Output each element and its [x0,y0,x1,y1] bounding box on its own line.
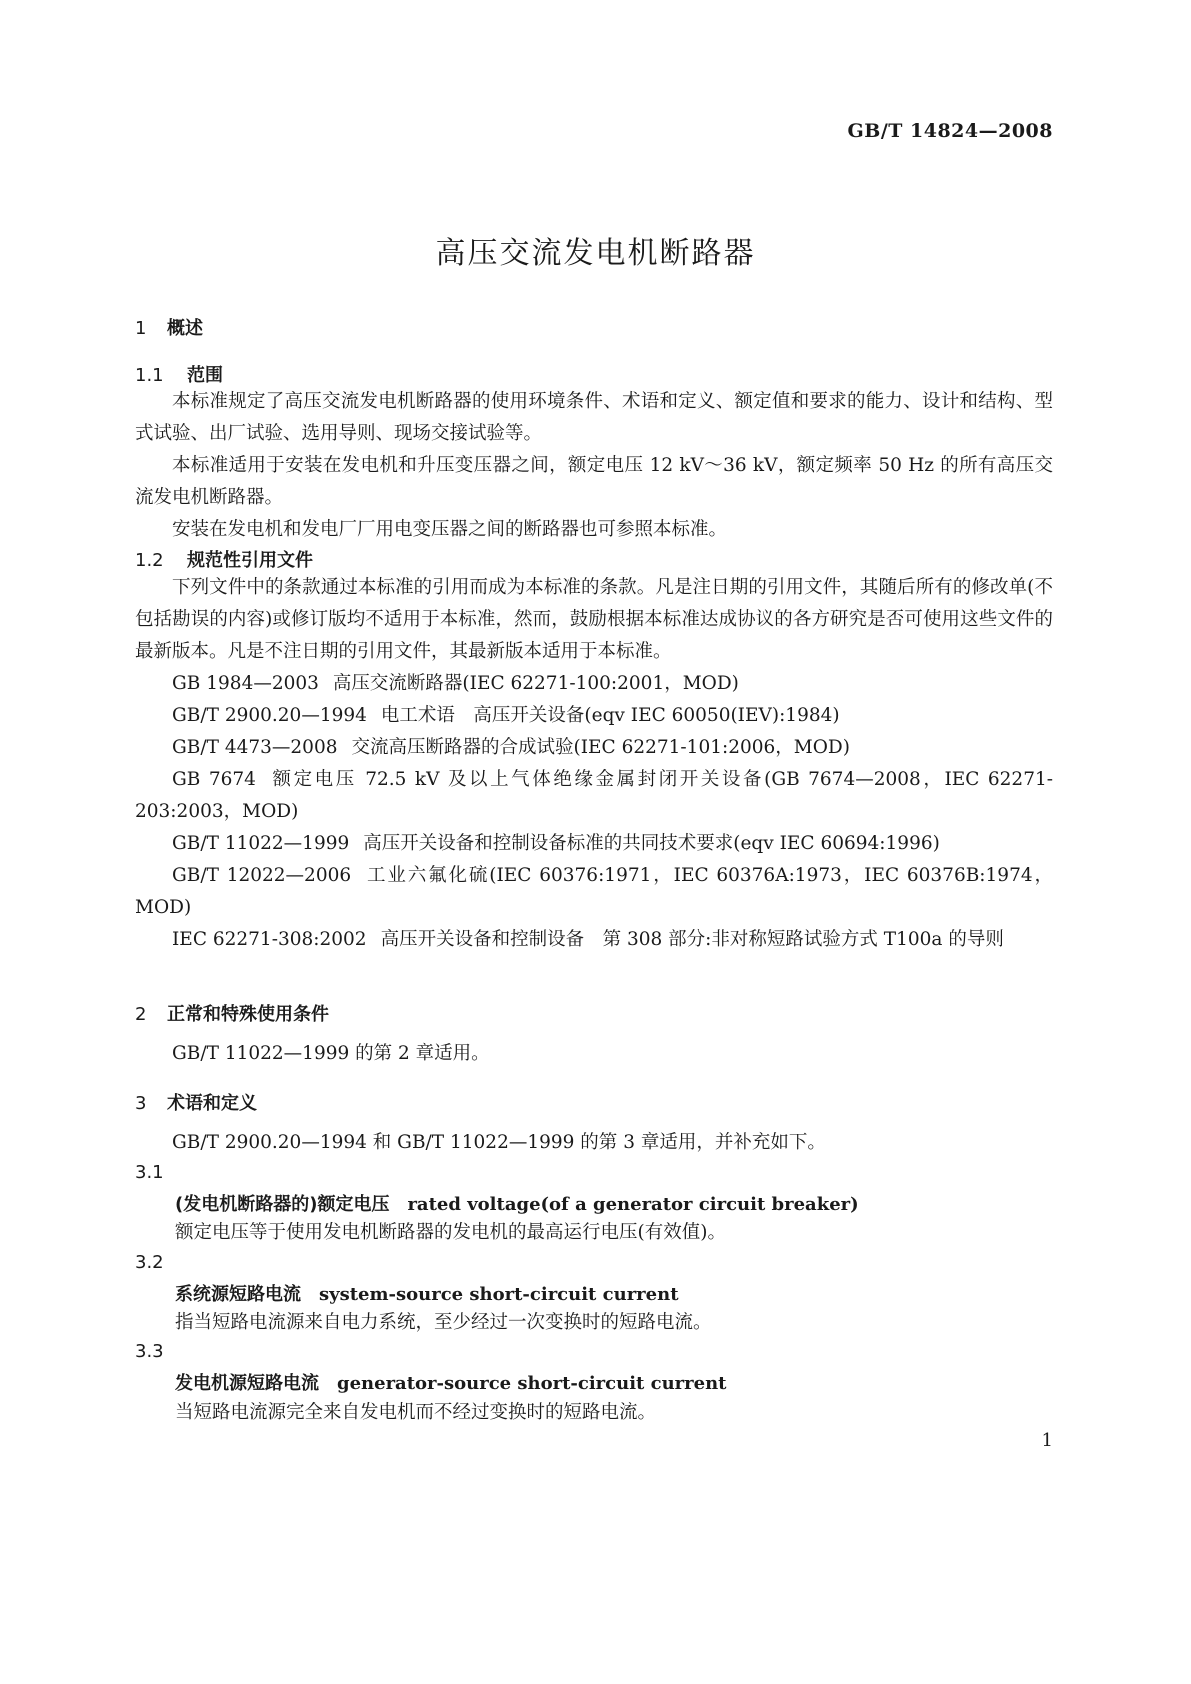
section-title: 范围 [187,365,223,386]
standard-code: GB/T 14824—2008 [847,120,1053,142]
term-heading [175,1369,727,1395]
term-definition: 额定电压等于使用发电机断路器的发电机的最高运行电压(有效值)。 [175,1222,726,1243]
section-number: 1.1 [135,365,164,386]
term-english: rated voltage(of a generator circuit breaker) [407,1194,859,1215]
section-number: 1.2 [135,550,164,571]
reference-title: 工业六氟化硫(IEC 60376:1971，IEC 60376A:1973，IEC 60376B:1974，MOD) [135,865,1053,918]
term-number: 3.2 [135,1252,164,1273]
reference-code: GB/T 2900.20—1994 [172,705,367,726]
reference-item [135,764,1053,828]
term-english: system-source short-circuit current [319,1284,679,1305]
paragraph: 安装在发电机和发电厂厂用电变压器之间的断路器也可参照本标准。 [172,519,728,540]
term-heading [175,1190,859,1216]
reference-code: GB 7674 [172,769,256,790]
normative-references [135,572,1053,956]
term-number: 3.3 [135,1341,164,1362]
reference-code: GB 1984—2003 [172,673,319,694]
term-chinese: (发电机断路器的)额定电压 [175,1194,390,1215]
term-definition: 当短路电流源完全来自发电机而不经过变换时的短路电流。 [175,1402,657,1423]
term-chinese: 发电机源短路电流 [175,1373,319,1394]
section-1-heading [135,314,203,340]
reference-item [135,700,1053,732]
section-number: 1 [135,318,147,339]
paragraph: GB/T 2900.20—1994 和 GB/T 11022—1999 的第 3 章适用，并补充如下。 [172,1132,826,1153]
section-number: 2 [135,1004,147,1025]
reference-title: 高压开关设备和控制设备 第 308 部分:非对称短路试验方式 T100a 的导则 [380,929,1004,950]
section-1-1-heading [135,361,223,387]
paragraph: 下列文件中的条款通过本标准的引用而成为本标准的条款。凡是注日期的引用文件，其随后所有的修改单(不包括勘误的内容)或修订版均不适用于本标准，然而，鼓励根据本标准达成协议的各方研究是否可使用这些文件的最新版本。凡是不注日期的引用文件，其最新版本适用于本标准。 [135,577,1053,662]
reference-item [135,828,1053,860]
reference-title: 高压开关设备和控制设备标准的共同技术要求(eqv IEC 60694:1996) [363,833,940,854]
term-heading [175,1280,679,1306]
section-3-heading [135,1089,257,1115]
section-2-heading [135,1000,329,1026]
term-english: generator-source short-circuit current [337,1373,727,1394]
reference-title: 高压交流断路器(IEC 62271-100:2001，MOD) [332,673,739,694]
section-2-body [135,1038,1053,1070]
paragraph: 本标准规定了高压交流发电机断路器的使用环境条件、术语和定义、额定值和要求的能力、设计和结构、型式试验、出厂试验、选用导则、现场交接试验等。 [135,391,1053,444]
reference-code: IEC 62271-308:2002 [172,929,367,950]
paragraph: GB/T 11022—1999 的第 2 章适用。 [172,1043,490,1064]
section-1-2-heading [135,546,313,572]
page-number: 1 [1041,1430,1053,1451]
section-3-body [135,1127,1053,1159]
reference-item [135,732,1053,764]
paragraph: 本标准适用于安装在发电机和升压变压器之间，额定电压 12 kV～36 kV，额定频率 50 Hz 的所有高压交流发电机断路器。 [135,455,1053,508]
reference-title: 电工术语 高压开关设备(eqv IEC 60050(IEV):1984) [380,705,840,726]
scope-paragraphs [135,386,1053,546]
section-title: 规范性引用文件 [187,550,313,571]
reference-code: GB/T 12022—2006 [172,865,352,886]
section-title: 术语和定义 [167,1093,257,1114]
section-title: 正常和特殊使用条件 [167,1004,329,1025]
term-number: 3.1 [135,1162,164,1183]
section-title: 概述 [167,318,203,339]
reference-title: 额定电压 72.5 kV 及以上气体绝缘金属封闭开关设备(GB 7674—2008，IEC 62271-203:2003，MOD) [135,769,1053,822]
reference-code: GB/T 4473—2008 [172,737,338,758]
section-number: 3 [135,1093,147,1114]
reference-item [135,668,1053,700]
term-definition: 指当短路电流源来自电力系统，至少经过一次变换时的短路电流。 [175,1312,712,1333]
term-chinese: 系统源短路电流 [175,1284,301,1305]
reference-title: 交流高压断路器的合成试验(IEC 62271-101:2006，MOD) [351,737,850,758]
reference-item [135,860,1053,924]
document-title: 高压交流发电机断路器 [435,236,756,271]
reference-code: GB/T 11022—1999 [172,833,350,854]
reference-item [135,924,1053,956]
